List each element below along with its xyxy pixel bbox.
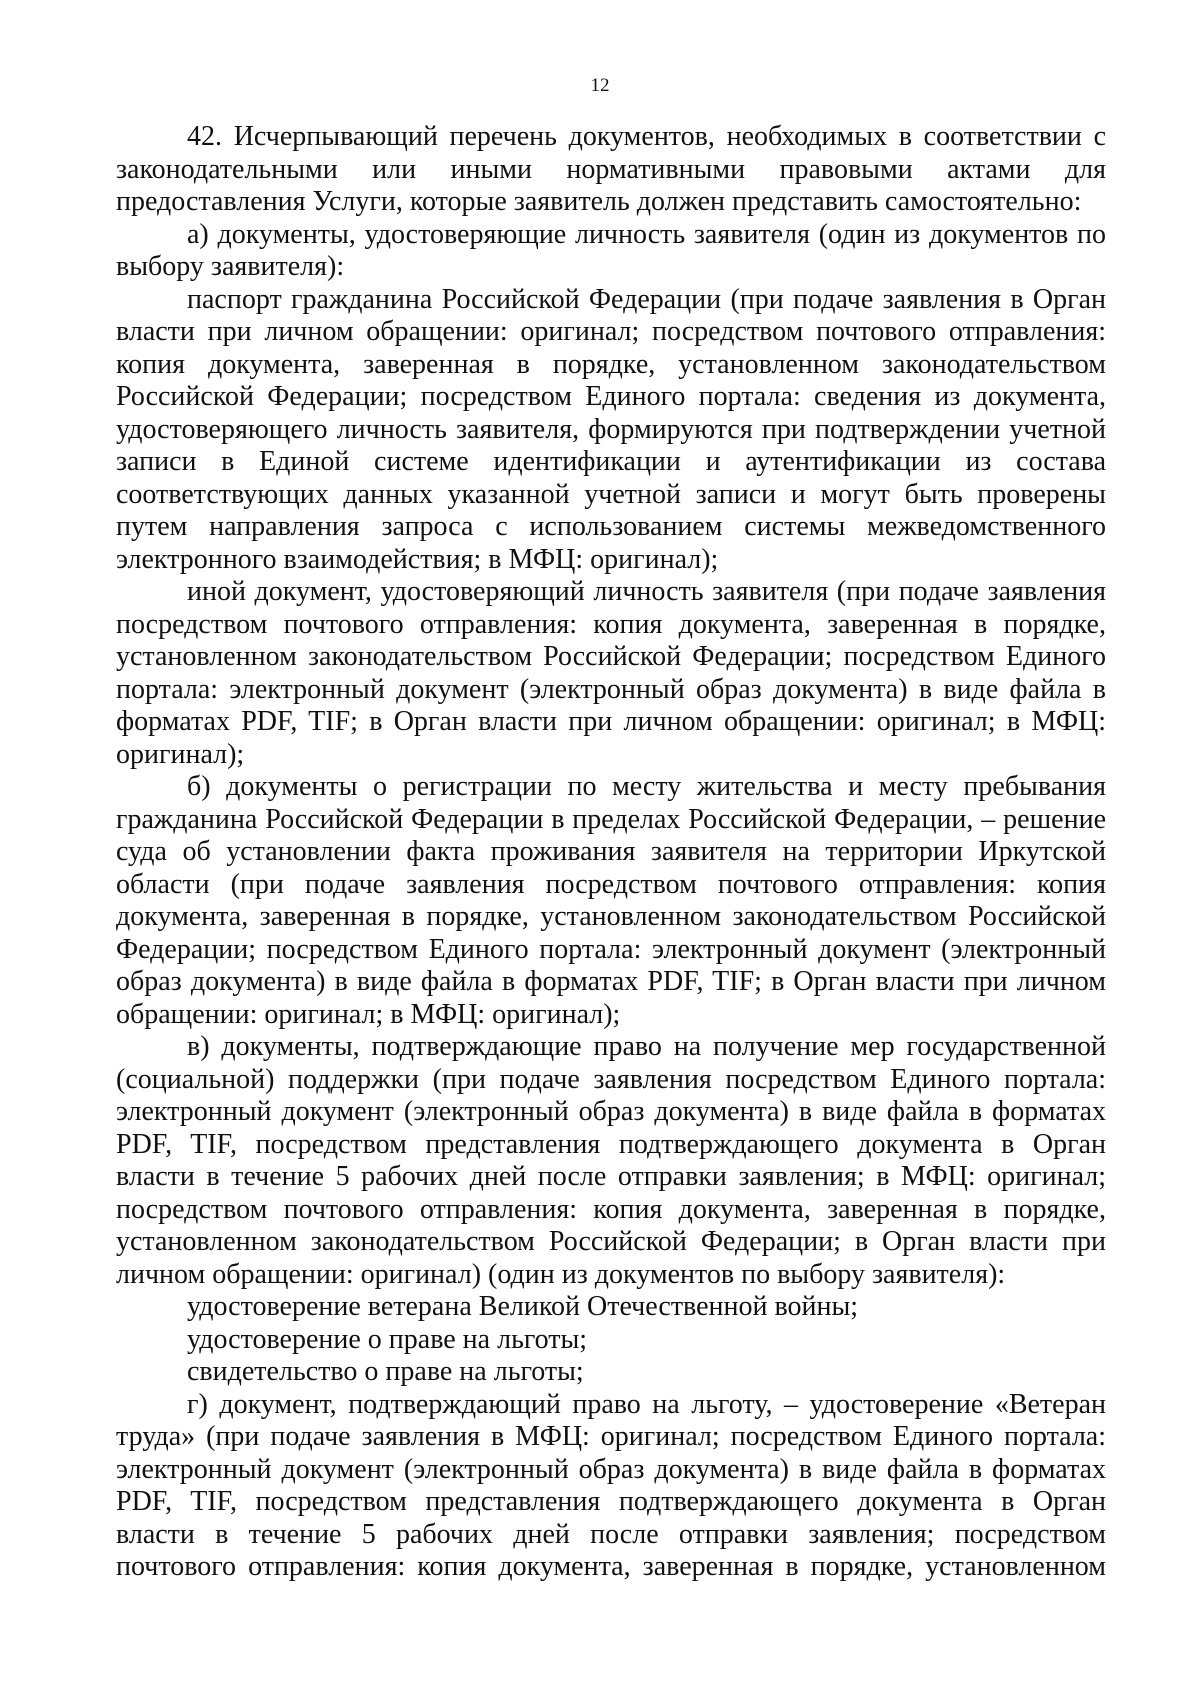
paragraph-passport: паспорт гражданина Российской Федерации (при подаче заявления в Орган власти при личном обращении: оригинал; посредством почтового отправления: копия документа, заверенная в порядке, установленном законодательством Российской Федерации; посредством Единого портала: сведения из документа, удостоверяющего личность заявителя, формируются при подтверждении учетной записи в Единой системе идентификации и аутентификации из состава соответствующих данных указанной учетной записи и могут быть проверены путем направления запроса с использованием системы межведомственного электронного взаимодействия; в МФЦ: оригинал); bbox=[116, 283, 1106, 575]
paragraph-b-registration-documents: б) документы о регистрации по месту жительства и месту пребывания гражданина Российской Федерации в пределах Российской Федерации, – решение суда об установлении факта проживания заявителя на территории Иркутской области (при подаче заявления посредством почтового отправления: копия документа, заверенная в порядке, установленном законодательством Российской Федерации; посредством Единого портала: электронный документ (электронный образ документа) в виде файла в форматах PDF, TIF; в Орган власти при личном обращении: оригинал; в МФЦ: оригинал); bbox=[116, 771, 1106, 1030]
list-item-benefits-testimonial: свидетельство о праве на льготы; bbox=[187, 1356, 584, 1387]
paragraph-42-intro: 42. Исчерпывающий перечень документов, необходимых в соответствии с законодательными или иными нормативными правовыми актами для предоставления Услуги, которые заявитель должен представить самостоятельно: bbox=[116, 121, 1106, 217]
paragraph-a-identity-documents: а) документы, удостоверяющие личность заявителя (один из документов по выбору заявителя): bbox=[116, 218, 1106, 282]
paragraph-other-identity-document: иной документ, удостоверяющий личность заявителя (при подаче заявления посредством почтового отправления: копия документа, заверенная в порядке, установленном законодательством Российской Федерации; посредством Единого портала: электронный документ (электронный образ документа) в виде файла в форматах PDF, TIF; в Орган власти при личном обращении: оригинал; в МФЦ: оригинал); bbox=[116, 576, 1106, 770]
list-item-benefits-certificate: удостоверение о праве на льготы; bbox=[187, 1323, 588, 1355]
page-number: 12 bbox=[590, 75, 610, 96]
document-body bbox=[116, 121, 1106, 1584]
paragraph-g-labor-veteran: г) документ, подтверждающий право на льготу, – удостоверение «Ветеран труда» (при подаче заявления в МФЦ: оригинал; посредством Единого портала: электронный документ (электронный образ документа) в виде файла в форматах PDF, TIF, посредством представления подтверждающего документа в Орган власти в течение 5 рабочих дней после отправки заявления; посредством почтового отправления: копия документа, заверенная в порядке, установленном bbox=[116, 1388, 1106, 1582]
paragraph-v-support-documents: в) документы, подтверждающие право на получение мер государственной (социальной) поддержки (при подаче заявления посредством Единого портала: электронный документ (электронный образ документа) в виде файла в форматах PDF, TIF, посредством представления подтверждающего документа в Орган власти в течение 5 рабочих дней после отправки заявления; в МФЦ: оригинал; посредством почтового отправления: копия документа, заверенная в порядке, установленном законодательством Российской Федерации; в Орган власти при личном обращении: оригинал) (один из документов по выбору заявителя): bbox=[116, 1031, 1106, 1290]
list-item-veteran-certificate: удостоверение ветерана Великой Отечественной войны; bbox=[187, 1291, 859, 1322]
